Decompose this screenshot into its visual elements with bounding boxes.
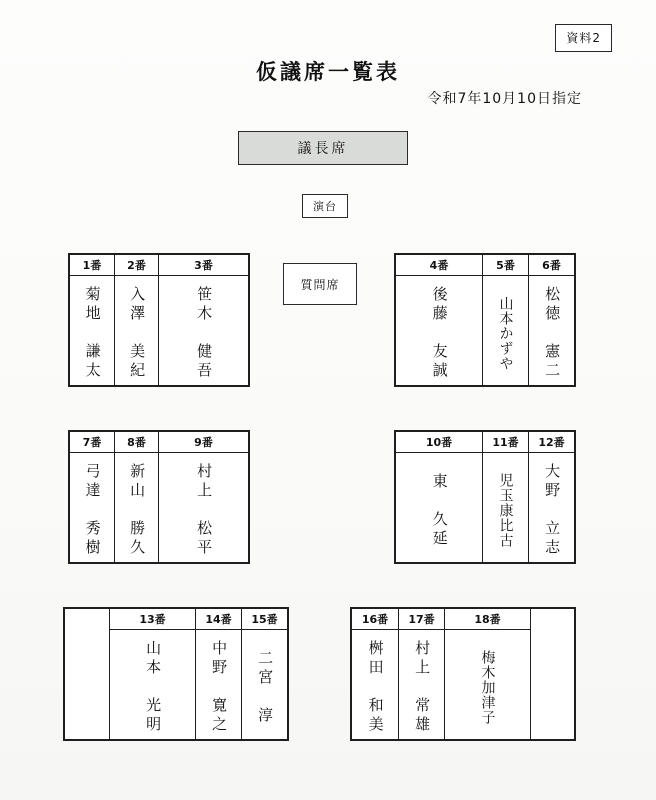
chair-seat bbox=[238, 131, 408, 165]
seat-block-row1-left bbox=[68, 253, 250, 387]
seat-name: 村上 松平 bbox=[195, 463, 214, 558]
seat-name: 二宮 淳 bbox=[256, 649, 275, 726]
reference-label: 資料2 bbox=[555, 24, 612, 52]
seat-number: 10番 bbox=[396, 432, 482, 453]
seat-number: 13番 bbox=[110, 609, 195, 630]
seat-number: 7番 bbox=[70, 432, 114, 453]
seat-17[interactable] bbox=[398, 609, 444, 739]
seat-7[interactable] bbox=[70, 432, 114, 562]
page-title: 仮議席一覧表 bbox=[256, 60, 400, 84]
seat-block-row2-right bbox=[394, 430, 576, 564]
seat-16[interactable] bbox=[352, 609, 398, 739]
seat-name: 中野 寛之 bbox=[210, 640, 229, 735]
seat-11[interactable] bbox=[482, 432, 528, 562]
seat-empty-right bbox=[530, 609, 574, 739]
seat-block-row3-left bbox=[63, 607, 289, 741]
chair-seat-label: 議長席 bbox=[297, 141, 349, 157]
seat-block-row1-right bbox=[394, 253, 576, 387]
seat-18[interactable] bbox=[444, 609, 530, 739]
designation-date: 令和7年10月10日指定 bbox=[427, 91, 582, 107]
seat-14[interactable] bbox=[195, 609, 241, 739]
seat-2[interactable] bbox=[114, 255, 158, 385]
seat-number: 12番 bbox=[529, 432, 574, 453]
seat-8[interactable] bbox=[114, 432, 158, 562]
seat-empty-left bbox=[65, 609, 109, 739]
seat-5[interactable] bbox=[482, 255, 528, 385]
seat-number: 11番 bbox=[483, 432, 528, 453]
seat-block-row2-left bbox=[68, 430, 250, 564]
seat-name: 笹木 健吾 bbox=[195, 286, 214, 381]
seat-number: 3番 bbox=[159, 255, 248, 276]
podium-label: 演台 bbox=[313, 200, 337, 213]
seat-name: 大野 立志 bbox=[543, 463, 562, 558]
seat-3[interactable] bbox=[158, 255, 248, 385]
seat-15[interactable] bbox=[241, 609, 287, 739]
seat-name: 松徳 憲二 bbox=[543, 286, 562, 381]
seat-number: 5番 bbox=[483, 255, 528, 276]
question-seat bbox=[283, 263, 357, 305]
seat-name: 入澤 美紀 bbox=[128, 286, 147, 381]
seat-number: 18番 bbox=[445, 609, 530, 630]
seat-name: 新山 勝久 bbox=[128, 463, 147, 558]
seat-number: 9番 bbox=[159, 432, 248, 453]
seat-name: 菊地 謙太 bbox=[83, 286, 102, 381]
seat-name: 山本 光明 bbox=[144, 640, 163, 735]
seat-number: 15番 bbox=[242, 609, 287, 630]
seat-9[interactable] bbox=[158, 432, 248, 562]
seat-name: 桝田 和美 bbox=[366, 640, 385, 735]
seat-13[interactable] bbox=[109, 609, 195, 739]
seat-name: 山本かずや bbox=[497, 296, 514, 371]
seat-number: 16番 bbox=[352, 609, 398, 630]
seat-name: 後藤 友誠 bbox=[430, 286, 449, 381]
seat-name: 児玉康比古 bbox=[497, 473, 514, 548]
seat-number: 4番 bbox=[396, 255, 482, 276]
seat-name: 村上 常雄 bbox=[413, 640, 432, 735]
seat-number: 8番 bbox=[115, 432, 158, 453]
seat-number: 14番 bbox=[196, 609, 241, 630]
seat-number: 1番 bbox=[70, 255, 114, 276]
seat-number bbox=[531, 609, 574, 613]
podium bbox=[302, 194, 348, 218]
seat-block-row3-right bbox=[350, 607, 576, 741]
seat-1[interactable] bbox=[70, 255, 114, 385]
seat-12[interactable] bbox=[528, 432, 574, 562]
seat-number: 6番 bbox=[529, 255, 574, 276]
seat-number: 17番 bbox=[399, 609, 444, 630]
seat-number bbox=[65, 609, 109, 613]
question-seat-label: 質問席 bbox=[300, 277, 340, 292]
seat-6[interactable] bbox=[528, 255, 574, 385]
seat-name: 東 久延 bbox=[430, 472, 449, 549]
seat-number: 2番 bbox=[115, 255, 158, 276]
seat-4[interactable] bbox=[396, 255, 482, 385]
seat-10[interactable] bbox=[396, 432, 482, 562]
seat-name: 梅木加津子 bbox=[479, 650, 496, 725]
seat-name: 弓達 秀樹 bbox=[83, 463, 102, 558]
